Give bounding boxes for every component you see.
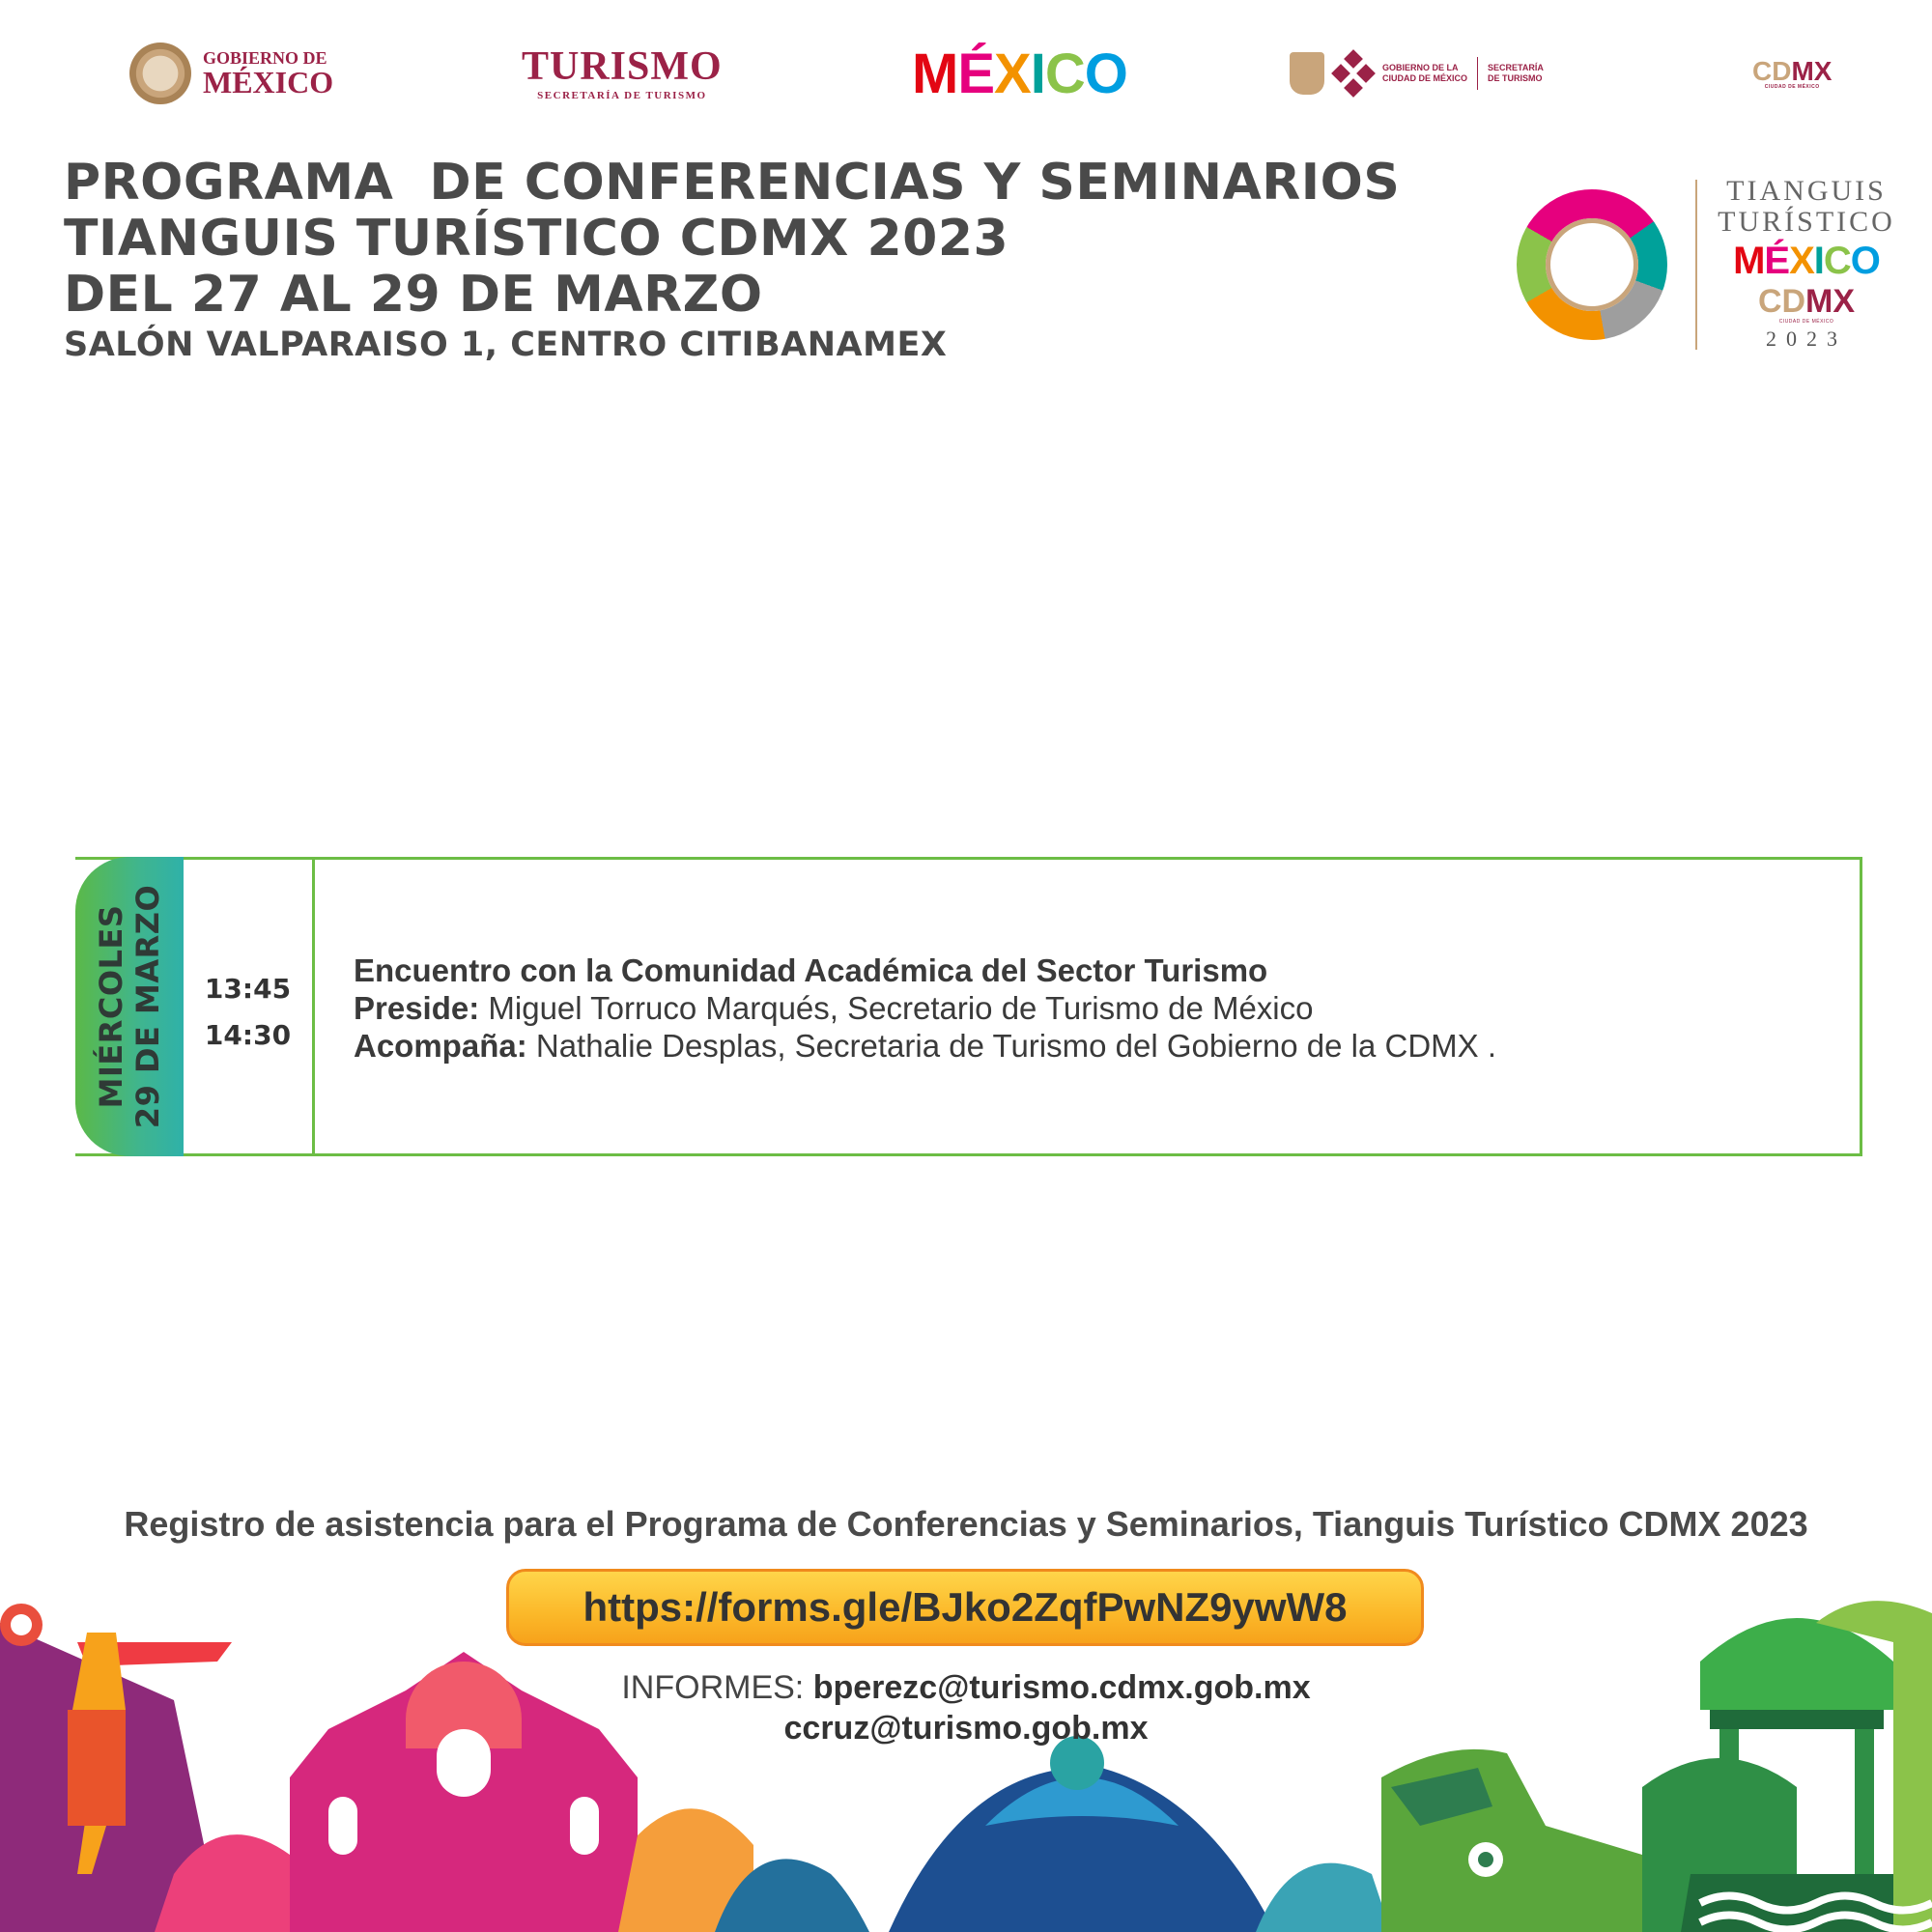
tianguis-ring-icon	[1517, 189, 1667, 340]
day-label	[75, 857, 184, 1156]
mexico-brand-word	[912, 42, 1127, 106]
page-title	[64, 155, 1400, 367]
time-divider	[312, 857, 315, 1156]
contact-info	[0, 1667, 1932, 1748]
preside-label: Preside:	[354, 990, 480, 1026]
gobierno-de-mexico-logo	[129, 35, 333, 112]
mexico-brand-logo	[912, 35, 1127, 112]
tianguis-mexico-letter: M	[1733, 240, 1765, 282]
tianguis-mexico-letter: I	[1813, 240, 1824, 282]
acompana-value: Nathalie Desplas, Secretaria de Turismo del Gobierno de la CDMX .	[526, 1028, 1496, 1064]
start-time: 13:45	[204, 973, 292, 1005]
cdmx-sectur-line1: SECRETARÍA	[1488, 62, 1544, 72]
time-range	[184, 966, 312, 1059]
cdmx-gov-line1: GOBIERNO DE LA	[1382, 62, 1459, 72]
email-link-2[interactable]: ccruz@turismo.gob.mx	[783, 1710, 1149, 1747]
cdmx-emblem-icon	[1334, 52, 1373, 95]
gobierno-logo-line2: MÉXICO	[203, 65, 334, 99]
cdmx-sectur-line2: DE TURISMO	[1488, 73, 1543, 83]
cdmx-shield-icon	[1290, 52, 1324, 95]
email-link-1[interactable]: bperezc@turismo.cdmx.gob.mx	[812, 1669, 1311, 1706]
mexico-brand-letter: O	[1084, 42, 1127, 105]
cdmx-small-logo	[1752, 35, 1832, 112]
cdmx-gov-line2: CIUDAD DE MÉXICO	[1382, 73, 1468, 83]
tianguis-word: TIANGUIS	[1726, 175, 1887, 207]
tianguis-turistico-logo	[1710, 176, 1903, 352]
logo-divider	[1477, 57, 1478, 90]
title-line-3: DEL 27 AL 29 DE MARZO	[64, 266, 763, 324]
mexico-brand-letter: I	[1030, 42, 1045, 105]
day-date: 29 DE MARZO	[129, 884, 167, 1129]
cdmx-small-cd: CD	[1752, 55, 1792, 86]
end-time: 14:30	[204, 1019, 292, 1051]
venue-line: SALÓN VALPARAISO 1, CENTRO CITIBANAMEX	[64, 326, 948, 364]
event-details	[354, 952, 1496, 1065]
title-line-1: PROGRAMA DE CONFERENCIAS Y SEMINARIOS	[64, 154, 1401, 212]
national-seal-icon	[129, 43, 191, 104]
logo-divider	[1695, 180, 1697, 350]
mexico-brand-letter: É	[957, 42, 995, 105]
cdmx-small-mx: MX	[1791, 55, 1833, 86]
jaguar-shape	[1381, 1749, 1652, 1932]
preside-value: Miguel Torruco Marqués, Secretario de Turismo de México	[479, 990, 1314, 1026]
title-line-2: TIANGUIS TURÍSTICO CDMX 2023	[64, 210, 1009, 268]
event-title: Encuentro con la Comunidad Académica del Sector Turismo	[354, 952, 1268, 988]
registration-link-button[interactable]: https://forms.gle/BJko2ZqfPwNZ9ywW8	[506, 1569, 1424, 1646]
turismo-logo-line2: SECRETARÍA DE TURISMO	[537, 89, 707, 101]
cdmx-government-logo	[1290, 35, 1544, 112]
tianguis-mx: MX	[1805, 283, 1856, 320]
turismo-logo-line1: TURISMO	[522, 43, 723, 89]
mexico-brand-letter: M	[912, 42, 958, 105]
turismo-logo	[522, 35, 723, 112]
tianguis-sub: CIUDAD DE MÉXICO	[1778, 319, 1834, 325]
mexico-brand-letter: C	[1044, 42, 1085, 105]
tianguis-mexico-word	[1710, 238, 1903, 284]
mexico-brand-letter: X	[994, 42, 1031, 105]
tianguis-mexico-letter: C	[1823, 240, 1851, 282]
day-weekday: MIÉRCOLES	[93, 904, 130, 1109]
tianguis-mexico-letter: É	[1764, 240, 1790, 282]
gobierno-logo-line1: GOBIERNO DE	[203, 48, 327, 68]
tianguis-mexico-letter: O	[1850, 240, 1880, 282]
cdmx-small-sub: CIUDAD DE MÉXICO	[1764, 83, 1820, 90]
turistico-word: TURÍSTICO	[1718, 206, 1895, 238]
acompana-label: Acompaña:	[354, 1028, 527, 1064]
registration-text: Registro de asistencia para el Programa de Conferencias y Seminarios, Tianguis Turístico CDMX 2023	[124, 1504, 1808, 1544]
tianguis-year: 2023	[1766, 327, 1847, 351]
info-label: INFORMES:	[621, 1669, 813, 1706]
tianguis-mexico-letter: X	[1789, 240, 1814, 282]
tianguis-cd: CD	[1757, 283, 1806, 320]
